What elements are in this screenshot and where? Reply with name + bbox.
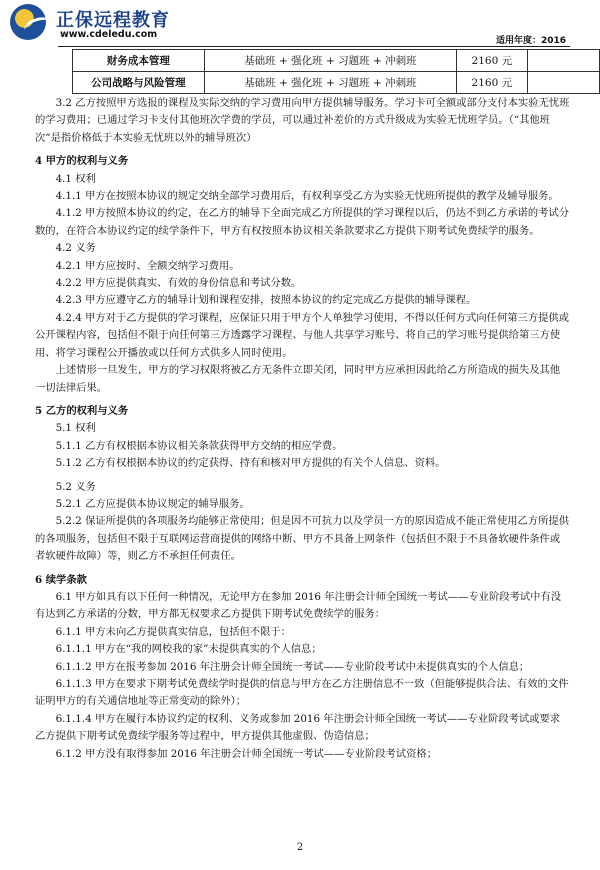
- logo-icon: [10, 4, 46, 40]
- paragraph: 6.1.1.2 甲方在报考参加 2016 年注册会计师全国统一考试——专业阶段考试中未提供真实的个人信息；: [55, 660, 530, 673]
- price-unit: 元: [501, 55, 513, 67]
- paragraph: 4.2.2 甲方应提供真实、有效的身份信息和考试分数。: [55, 277, 302, 290]
- empty-cell: [527, 72, 599, 94]
- paragraph: 5.2.1 乙方应提供本协议规定的辅导服务。: [55, 497, 250, 510]
- paragraph: 6.1.1.4 甲方在履行本协议约定的权利、义务或参加 2016 年注册会计师全国统一考试——专业阶段考试或要求乙方提供下期考试免费续学服务等过程中，甲方提供其他虚假、伪造信息；: [35, 712, 561, 743]
- paragraph: 4.1.1 甲方在按照本协议的规定交纳全部学习费用后，有权利享受乙方为实验无忧班所提供的教学及辅导服务。: [55, 190, 559, 203]
- paragraph: 5.2.2 保证所提供的各项服务均能够正常使用；但是因不可抗力以及学员一方的原因造成不能正常使用乙方所提供的各项服务，包括但不限于互联网运营商提供的网络中断、甲方不具备上网条件（包括但不限于不具备软硬件条件或者软硬件故障）等，则乙方不承担任何责任。: [35, 515, 570, 563]
- section-heading: 5 乙方的权利与义务: [35, 404, 129, 417]
- course-classes: 基础班 + 强化班 + 习题班 + 冲刺班: [204, 72, 456, 94]
- paragraph: 4.2.1 甲方应按时、全额交纳学习费用。: [55, 259, 240, 272]
- paragraph: 4.2.4 甲方对于乙方提供的学习课程，应保证只用于甲方个人单独学习使用，不得以任何方式向任何第三方提供或公开课程内容，包括但不限于向任何第三方透露学习课程、与他人共享学习账号、将自己的学习账号提供给第三方使用、将学习课程公开播放或以任何方式供多人同时使用。: [35, 311, 570, 359]
- course-price: 2160: [471, 55, 499, 67]
- paragraph: 6.1.1.3 甲方在要求下期考试免费续学时提供的信息与甲方在乙方注册信息不一致（但能够提供合法、有效的文件证明甲方的有关通信地址等正常变动的除外）；: [35, 678, 569, 708]
- page-number: 2: [296, 842, 304, 853]
- paragraph: 6.1 甲方如具有以下任何一种情况，无论甲方在参加 2016 年注册会计师全国统一考试——专业阶段考试中有没有达到乙方承诺的分数，甲方都无权要求乙方提供下期考试免费续学的服务：: [35, 590, 562, 621]
- table-row: [73, 50, 600, 72]
- year-label: 适用年度：2016: [495, 36, 566, 46]
- price-unit: 元: [501, 77, 513, 89]
- page-header: [0, 0, 600, 50]
- paragraph: 4.2.3 甲方应遵守乙方的辅导计划和课程安排，按照本协议的约定完成乙方提供的辅导课程。: [55, 294, 477, 307]
- header-divider: [58, 46, 570, 47]
- paragraph: 3.2 乙方按照甲方选报的课程及实际交纳的学习费用向甲方提供辅导服务。学习卡可全额或部分支付本实验无忧班的学习费用；已通过学习卡支付其他班次学费的学员，可以通过补差价的方式升级成为实验无忧班学员。（“其他班次”是指价格低于本实验无忧班以外的辅导班次）: [35, 97, 570, 144]
- subsection-heading: 4.1 权利: [55, 172, 96, 185]
- course-name: 公司战略与风险管理: [73, 72, 205, 94]
- document-body: [35, 95, 570, 763]
- section-heading: 6 续学条款: [35, 573, 87, 586]
- subsection-heading: 5.2 义务: [55, 480, 96, 493]
- paragraph: 上述情形一旦发生，甲方的学习权限将被乙方无条件立即关闭，同时甲方应承担因此给乙方所造成的损失及其他一切法律后果。: [35, 364, 561, 394]
- subsection-heading: 4.2 义务: [55, 242, 96, 255]
- course-price: 2160: [471, 77, 499, 89]
- empty-cell: [527, 50, 599, 72]
- table-row: [73, 72, 600, 94]
- paragraph: 5.1.1 乙方有权根据本协议相关条款获得甲方交纳的相应学费。: [55, 439, 343, 452]
- brand-name: 正保远程教育: [56, 10, 170, 31]
- course-name: 财务成本管理: [73, 50, 205, 72]
- course-classes: 基础班 + 强化班 + 习题班 + 冲刺班: [204, 50, 456, 72]
- brand-url: www.cdeledu.com: [60, 29, 158, 40]
- paragraph: 5.1.2 乙方有权根据本协议的约定获得、持有和核对甲方提供的有关个人信息、资料。: [55, 457, 446, 470]
- paragraph: 6.1.2 甲方没有取得参加 2016 年注册会计师全国统一考试——专业阶段考试资格；: [55, 747, 438, 760]
- subsection-heading: 5.1 权利: [55, 422, 96, 435]
- paragraph: 6.1.1 甲方未向乙方提供真实信息，包括但不限于：: [55, 625, 292, 638]
- fee-table: [72, 49, 600, 94]
- paragraph: 4.1.2 甲方按照本协议的约定，在乙方的辅导下全面完成乙方所提供的学习课程以后，仍达不到乙方承诺的考试分数的，在符合本协议约定的续学条件下，甲方有权按照本协议相关条款要求乙方提供下期考试免费续学的服务。: [35, 207, 570, 237]
- section-heading: 4 甲方的权利与义务: [35, 155, 129, 168]
- paragraph: 6.1.1.1 甲方在“我的网校我的家”未提供真实的个人信息；: [55, 643, 322, 656]
